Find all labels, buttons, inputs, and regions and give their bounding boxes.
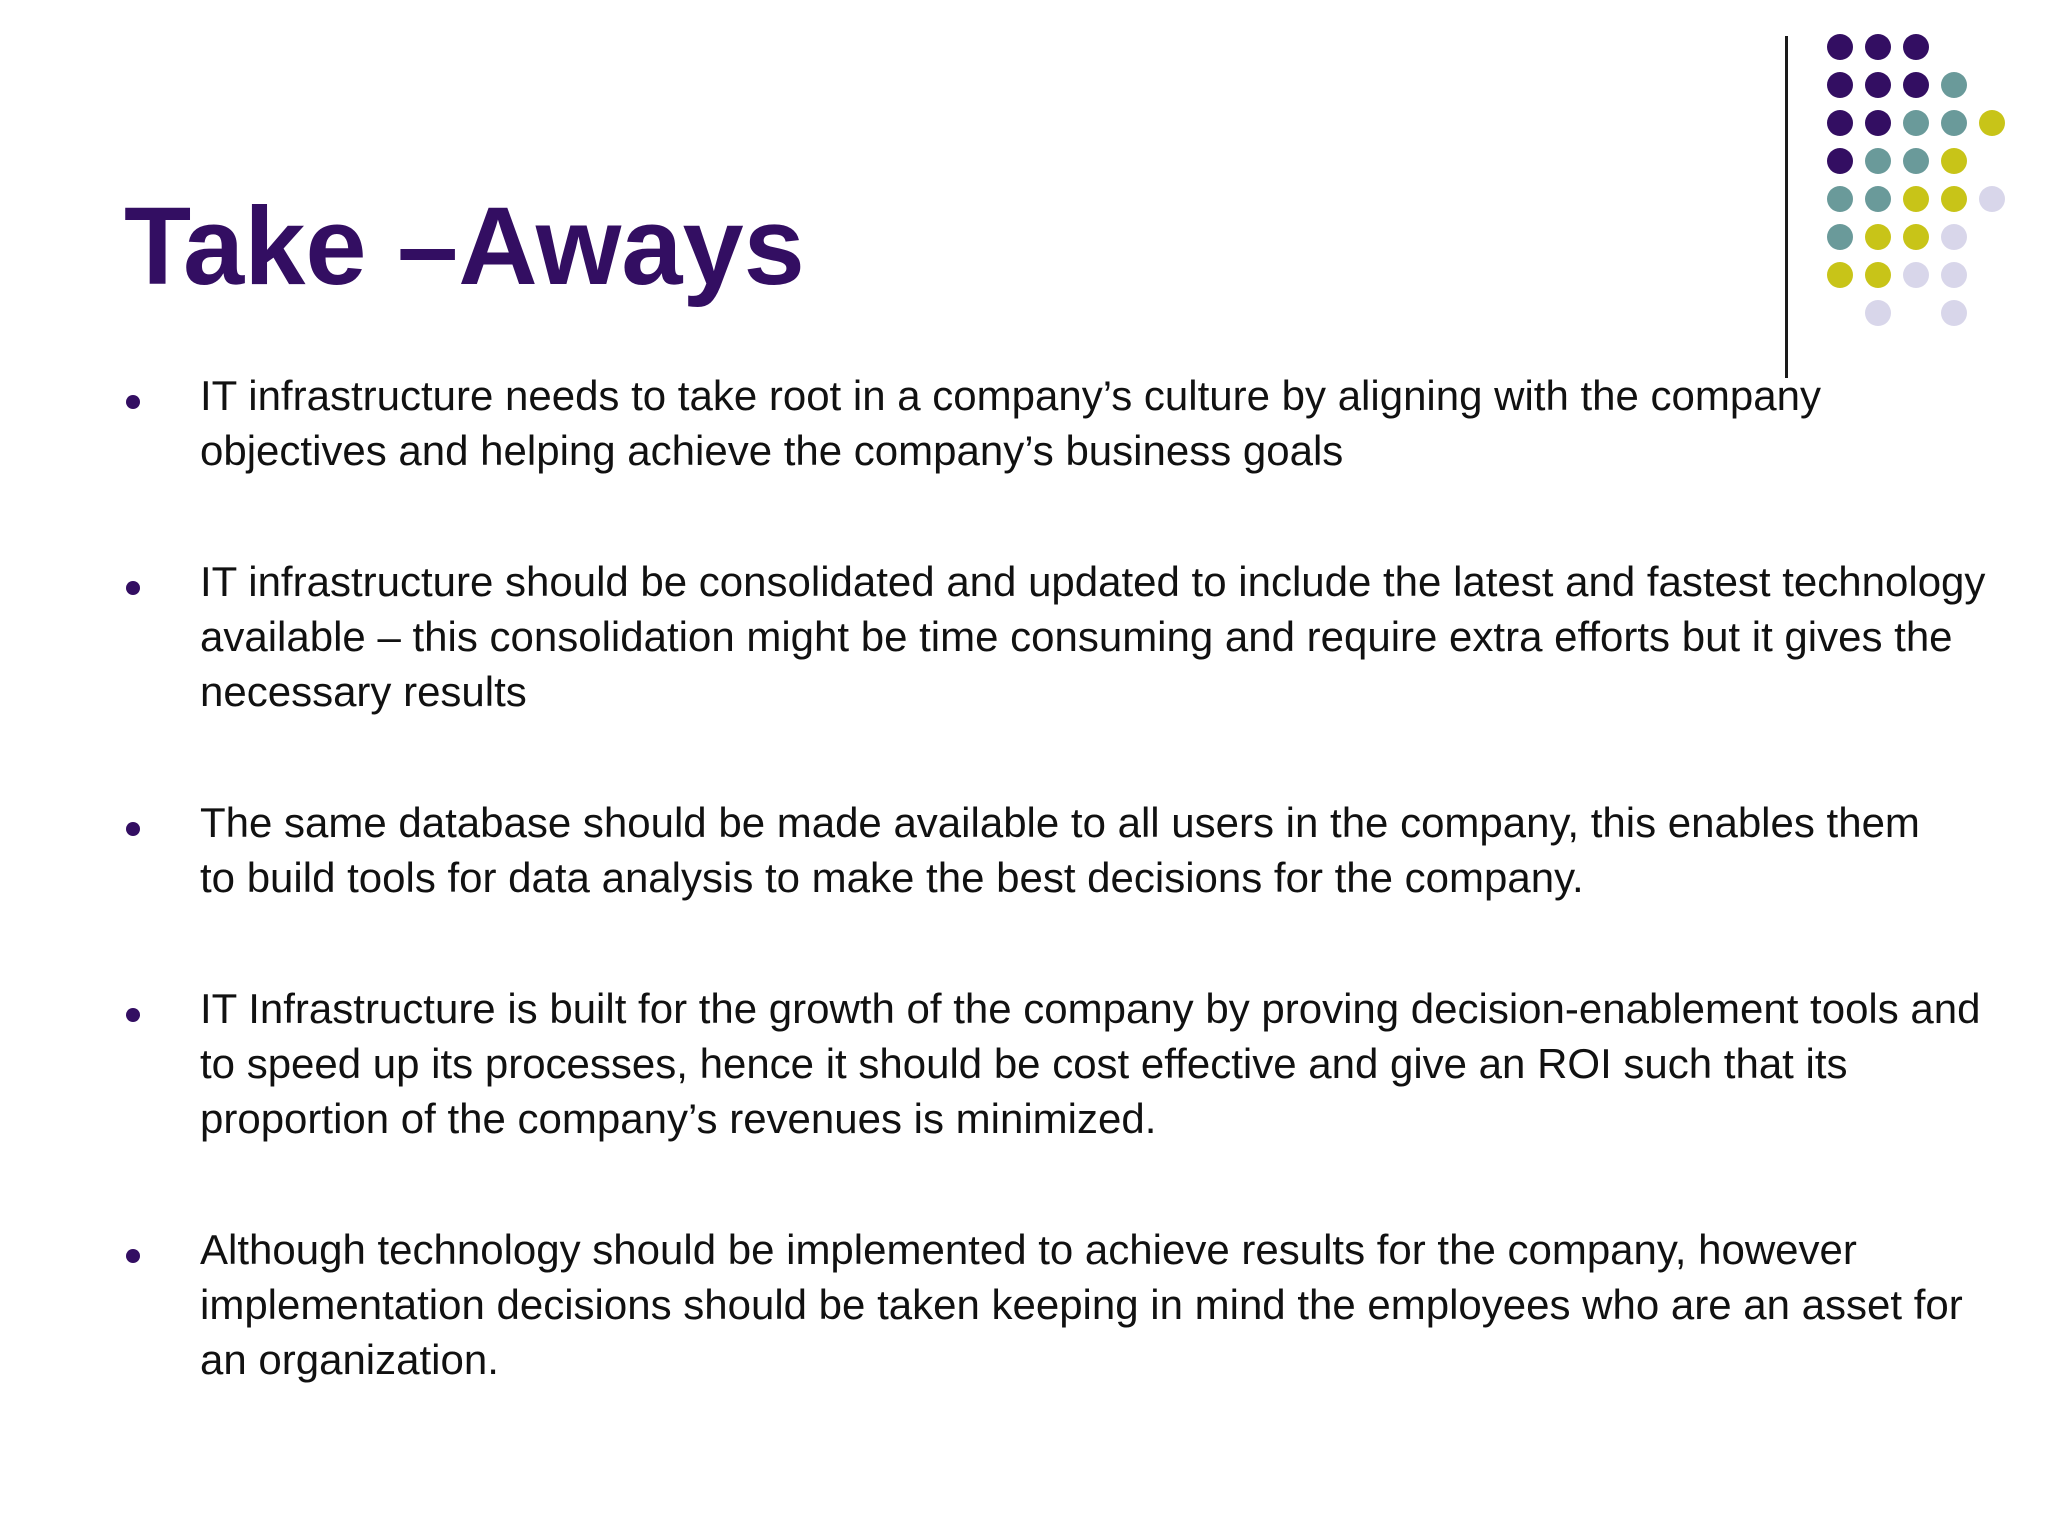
bullet-item [124,554,2048,719]
decor-dot [1941,224,1967,250]
bullet-dot-icon [126,395,140,409]
decor-dot [1941,148,1967,174]
bullet-dot-icon [126,822,140,836]
decor-dot [1903,262,1929,288]
dot-grid-decoration [0,0,2048,400]
slide-title: Take –Aways [124,185,805,308]
decor-dot [1941,186,1967,212]
dot-row-4 [1827,148,1967,174]
bullet-text: Although technology should be implemented to achieve results for the company, however implementation decisions should be taken keeping in mind the employees who are an asset for an organization. [200,1226,1963,1383]
decor-dot [1903,34,1929,60]
dot-row-5 [1827,186,2005,212]
dot-row-8 [1865,300,1967,326]
dot-row-2 [1827,72,1967,98]
decor-dot [1827,262,1853,288]
decor-dot [1865,110,1891,136]
decor-dot [1865,224,1891,250]
decor-dot [1941,262,1967,288]
decor-dot [1941,300,1967,326]
dot-row-1 [1827,34,1929,60]
decor-dot [1979,110,2005,136]
decor-dot [1865,72,1891,98]
decor-dot [1903,148,1929,174]
decor-dot [1865,148,1891,174]
decor-dot [1941,110,1967,136]
bullet-dot-icon [126,1249,140,1263]
bullet-item [124,981,1990,1146]
decor-dot [1827,72,1853,98]
decor-dot [1903,186,1929,212]
bullet-text: IT infrastructure should be consolidated and updated to include the latest and fastest technology available – this consolidation might be time consuming and require extra efforts but it gives the necessary results [200,558,1986,715]
bullet-dot-icon [126,1008,140,1022]
decor-dot [1903,224,1929,250]
bullet-dot-icon [126,581,140,595]
decor-dot [1827,186,1853,212]
decor-dot [1903,110,1929,136]
bullet-text: The same database should be made available to all users in the company, this enables them to build tools for data analysis to make the best decisions for the company. [200,799,1920,901]
decor-dot [1827,110,1853,136]
bullet-item [124,368,1900,478]
decor-dot [1865,300,1891,326]
decor-dot [1865,186,1891,212]
bullet-text: IT infrastructure needs to take root in a company’s culture by aligning with the company objectives and helping achieve the company’s business goals [200,372,1821,474]
decor-dot [1827,34,1853,60]
dot-row-7 [1827,262,1967,288]
bullet-item [124,795,1920,905]
decor-dot [1903,72,1929,98]
decor-dot [1979,186,2005,212]
decor-dot [1827,148,1853,174]
decor-dot [1865,262,1891,288]
decor-dot [1941,72,1967,98]
bullet-text: IT Infrastructure is built for the growth of the company by proving decision-enablement tools and to speed up its processes, hence it should be cost effective and give an ROI such that its proportion of the company’s revenues is minimized. [200,985,1981,1142]
dot-row-3 [1827,110,2005,136]
bullet-list [124,368,1986,1463]
dot-row-6 [1827,224,1967,250]
decor-dot [1827,224,1853,250]
decor-dot [1865,34,1891,60]
bullet-item [124,1222,2020,1387]
